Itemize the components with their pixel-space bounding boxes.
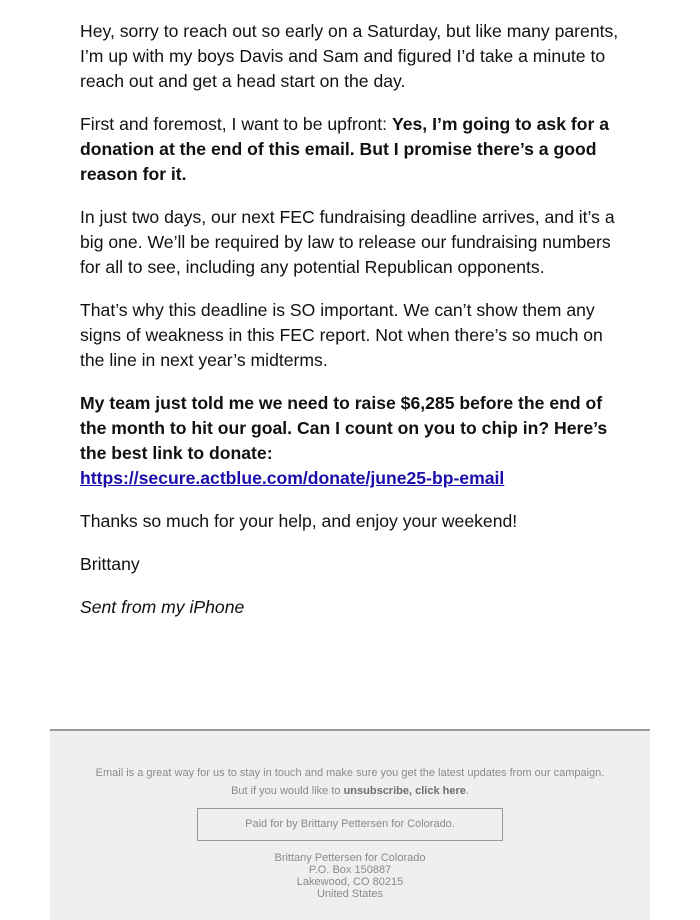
- footer-notice: [50, 764, 650, 800]
- signature-name: Brittany: [80, 554, 140, 574]
- address-country: United States: [316, 888, 384, 900]
- footer-notice-line2: [50, 782, 650, 800]
- footer-notice-prefix: But if you would like to: [231, 785, 344, 797]
- unsubscribe-link[interactable]: unsubscribe, click here: [343, 785, 466, 797]
- paragraph-greeting: Hey, sorry to reach out so early on a Saturday, but like many parents, I’m up with my boys Davis and Sam and figured I’d take a minute to reach out and get a head start on the day.: [80, 21, 619, 91]
- paragraph-importance: That’s why this deadline is SO important. We can’t show them any signs of weakness in this FEC report. Not when there’s so much on the line in next year’s midterms.: [80, 300, 603, 370]
- paragraph-ask: [80, 391, 632, 491]
- paid-for-disclaimer: Paid for by Brittany Pettersen for Colorado.: [197, 808, 503, 841]
- address-po-box: P.O. Box 150887: [308, 864, 392, 876]
- paragraph-ask-bold: My team just told me we need to raise $6,285 before the end of the month to hit our goal. Can I count on you to chip in? Here’s the best link to donate:: [80, 393, 608, 463]
- paragraph-upfront: [80, 112, 632, 187]
- email-footer: [50, 729, 650, 920]
- sent-from-line: Sent from my iPhone: [80, 597, 245, 617]
- address-city-line: Lakewood, CO 80215: [296, 876, 404, 888]
- paragraph-upfront-intro: First and foremost, I want to be upfront:: [80, 114, 392, 134]
- paragraph-fec-deadline: In just two days, our next FEC fundraising deadline arrives, and it’s a big one. We’ll be required by law to release our fundraising numbers for all to see, including any potential Republican opponents.: [80, 207, 615, 277]
- paragraph-upfront-bold: Yes, I’m going to ask for a donation at the end of this email. But I promise there’s a good reason for it.: [80, 114, 609, 184]
- footer-notice-line1: Email is a great way for us to stay in touch and make sure you get the latest updates from our campaign.: [95, 767, 605, 779]
- donate-link[interactable]: https://secure.actblue.com/donate/june25-bp-email: [80, 468, 505, 488]
- email-body: [80, 19, 632, 638]
- paragraph-thanks: Thanks so much for your help, and enjoy your weekend!: [80, 511, 518, 531]
- footer-notice-suffix: .: [465, 785, 469, 797]
- address-org: Brittany Pettersen for Colorado: [274, 852, 426, 864]
- mailing-address: [50, 852, 650, 900]
